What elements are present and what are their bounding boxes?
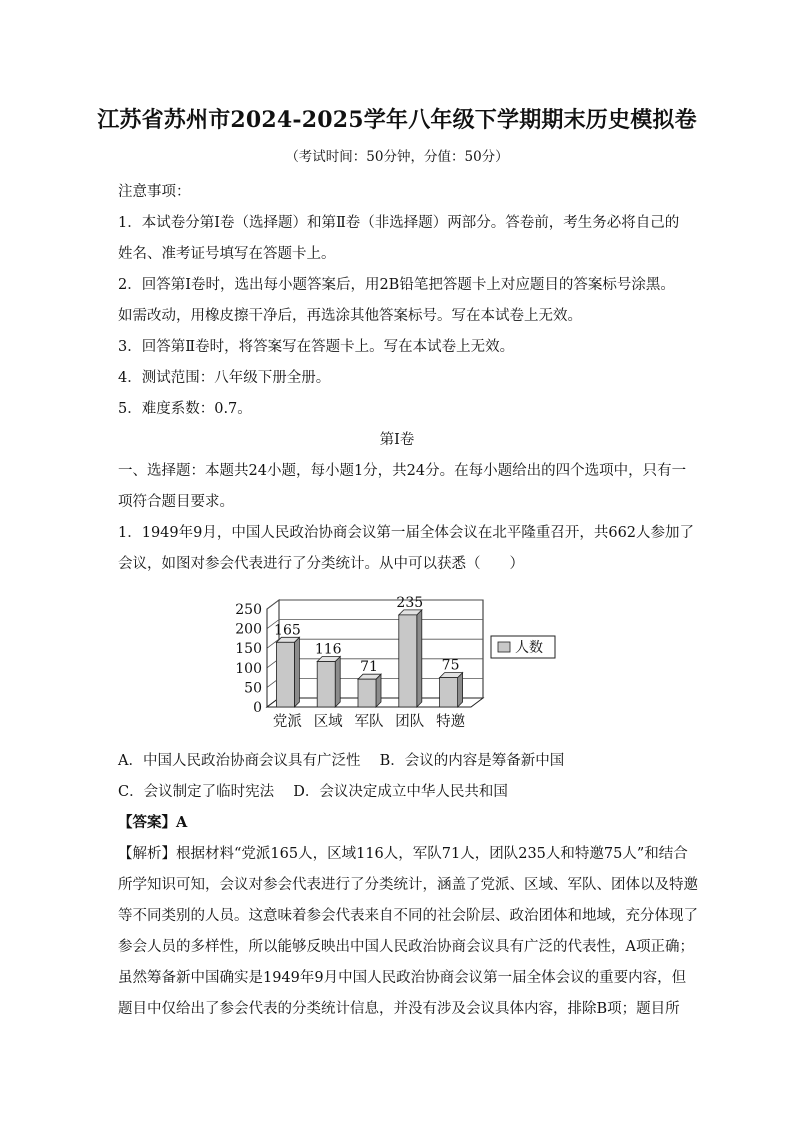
exam-info: （考试时间：50分钟，分值：50分） xyxy=(285,149,509,165)
page-title: 江苏省苏州市2024-2025学年八年级下学期期末历史模拟卷 xyxy=(97,107,697,133)
x-tick-label: 党派 xyxy=(272,714,302,730)
analysis-line: 虽然筹备新中国确实是1949年9月中国人民政治协商会议第一届全体会议的重要内容，但 xyxy=(118,970,687,986)
bar xyxy=(276,642,294,707)
legend-swatch xyxy=(498,642,510,652)
bar-side xyxy=(458,673,463,707)
analysis-line: 题目中仅给出了参会代表的分类统计信息，并没有涉及会议具体内容，排除B项；题目所 xyxy=(118,1001,680,1017)
y-tick-label: 0 xyxy=(253,700,262,716)
x-tick-label: 区域 xyxy=(313,714,343,730)
analysis-line: 参会人员的多样性，所以能够反映出中国人民政治协商会议具有广泛的代表性，A项正确； xyxy=(118,939,694,955)
option-line: C．会议制定了临时宪法 D．会议决定成立中华人民共和国 xyxy=(118,784,508,800)
question-stem: 1．1949年9月，中国人民政治协商会议第一届全体会议在北平隆重召开，共662人参加了 xyxy=(118,525,695,541)
data-label: 75 xyxy=(441,657,460,674)
bar-side xyxy=(417,610,422,707)
legend-label: 人数 xyxy=(515,640,543,656)
bar xyxy=(440,678,458,707)
bar-side xyxy=(376,674,381,707)
notice-line: 3．回答第Ⅱ卷时，将答案写在答题卡上。写在本试卷上无效。 xyxy=(118,339,515,355)
option-line: A．中国人民政治协商会议具有广泛性 B．会议的内容是筹备新中国 xyxy=(118,753,565,769)
y-tick-label: 200 xyxy=(235,621,262,638)
data-label: 165 xyxy=(274,622,301,639)
notice-line: 2．回答第Ⅰ卷时，选出每小题答案后，用2B铅笔把答题卡上对应题目的答案标号涂黑。 xyxy=(118,277,675,293)
y-tick-label: 150 xyxy=(235,641,262,658)
bar xyxy=(399,615,417,707)
y-tick-label: 50 xyxy=(244,680,262,697)
bar-side xyxy=(335,657,340,707)
y-tick-label: 100 xyxy=(235,660,262,677)
answer-label: 【答案】A xyxy=(118,814,188,831)
notice-line: 如需改动，用橡皮擦干净后，再选涂其他答案标号。写在本试卷上无效。 xyxy=(118,308,582,324)
x-tick-label: 团队 xyxy=(395,714,425,730)
section-intro: 项符合题目要求。 xyxy=(118,494,234,510)
notice-line: 1．本试卷分第Ⅰ卷（选择题）和第Ⅱ卷（非选择题）两部分。答卷前，考生务必将自己的 xyxy=(118,215,680,231)
section-intro: 一、选择题：本题共24小题，每小题1分，共24分。在每小题给出的四个选项中，只有一 xyxy=(118,463,687,479)
bar xyxy=(317,662,335,707)
analysis-line: 等不同类别的人员。这意味着参会代表来自不同的社会阶层、政治团体和地域，充分体现了 xyxy=(118,908,698,924)
bar-side xyxy=(294,637,299,707)
bar-chart xyxy=(225,586,565,731)
x-tick-label: 特邀 xyxy=(436,714,466,730)
question-stem: 会议，如图对参会代表进行了分类统计。从中可以获悉（ ） xyxy=(118,556,524,572)
data-label: 116 xyxy=(314,641,342,658)
notice-line: 4．测试范围：八年级下册全册。 xyxy=(118,370,331,386)
notice-line: 5．难度系数：0.7。 xyxy=(118,401,252,417)
data-label: 71 xyxy=(360,659,378,676)
section-title: 第Ⅰ卷 xyxy=(379,432,415,448)
data-label: 235 xyxy=(396,594,424,611)
bar xyxy=(358,679,376,707)
notice-line: 姓名、准考证号填写在答题卡上。 xyxy=(118,246,336,262)
notice-heading: 注意事项： xyxy=(118,184,191,200)
y-tick-label: 250 xyxy=(235,602,262,618)
x-tick-label: 军队 xyxy=(354,714,384,730)
analysis-line: 【解析】根据材料“党派165人，区域116人，军队71人，团队235人和特邀75人”和结合 xyxy=(118,846,688,862)
analysis-line: 所学知识可知，会议对参会代表进行了分类统计，涵盖了党派、区域、军队、团体以及特邀 xyxy=(118,877,698,893)
